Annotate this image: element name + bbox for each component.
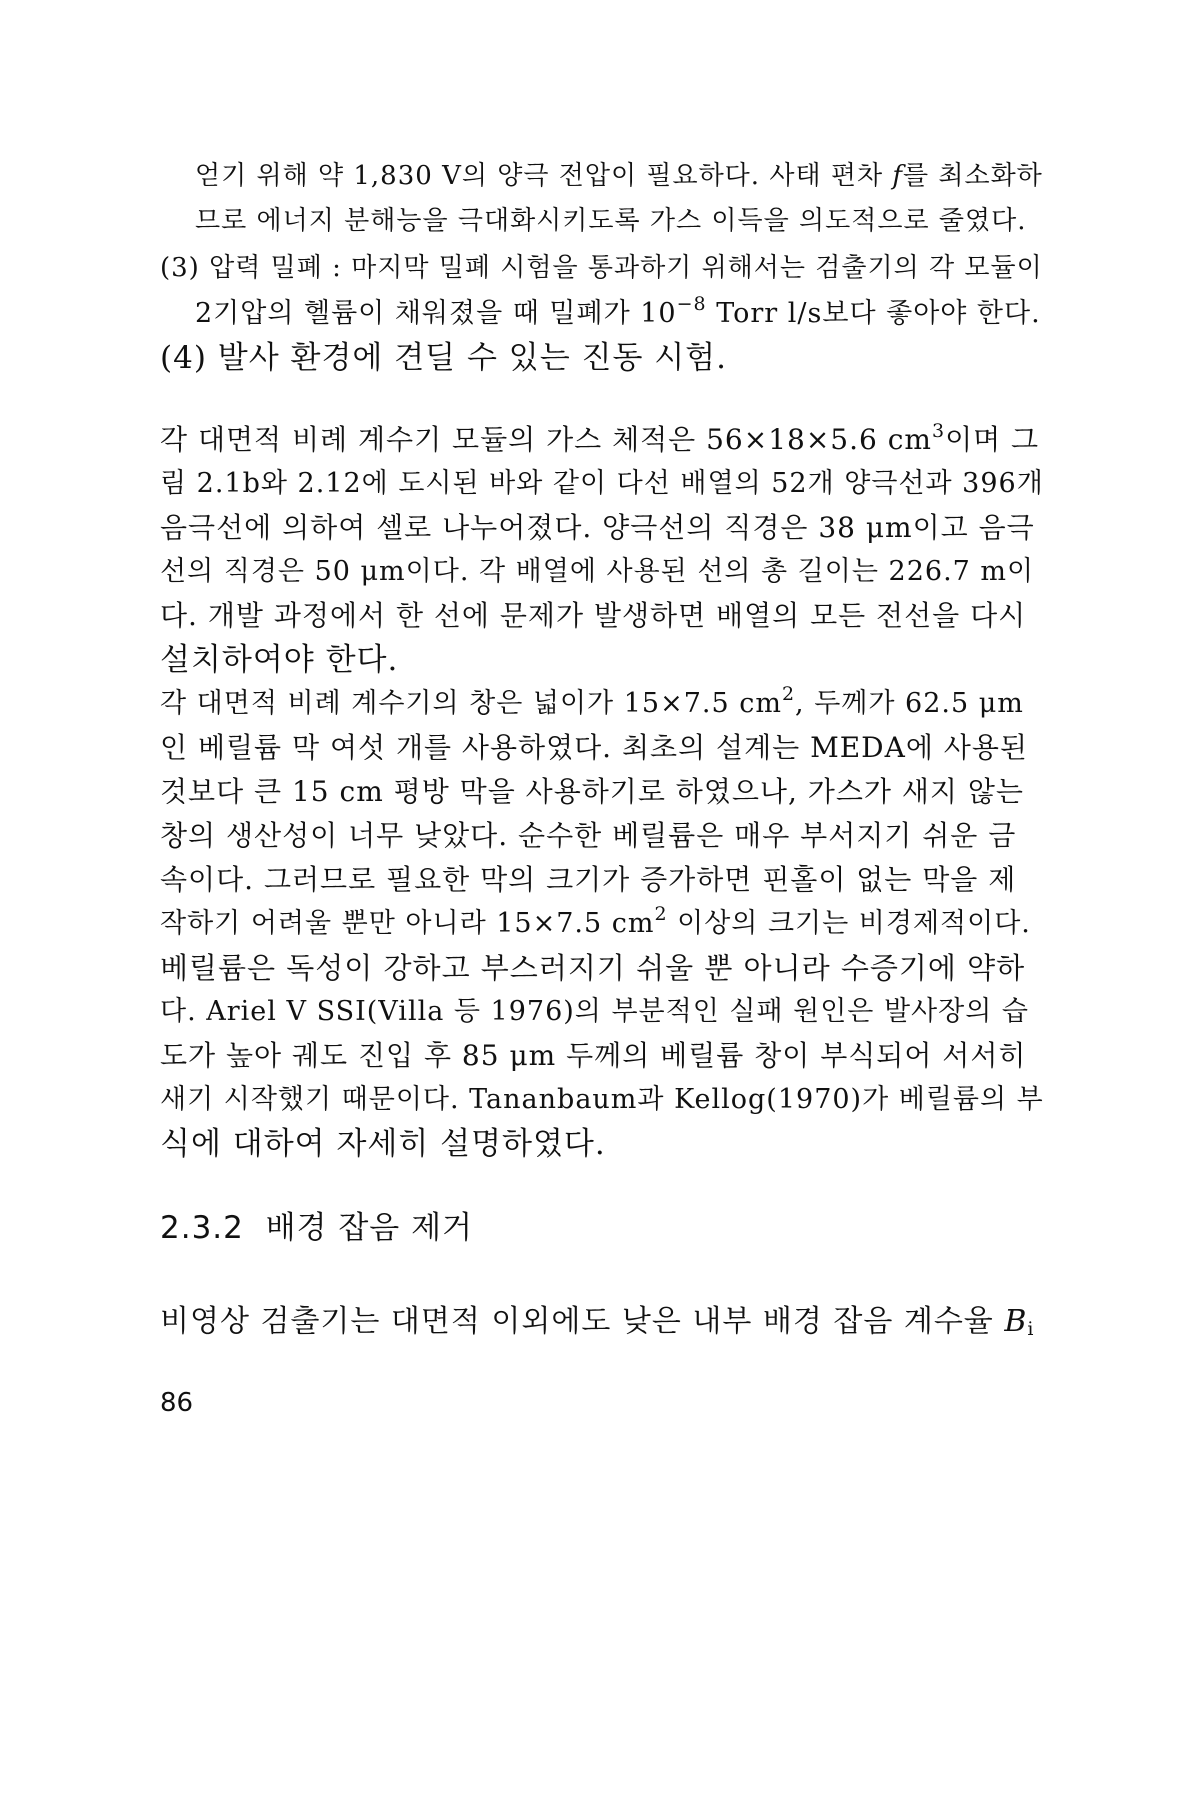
- exponent: 2: [781, 683, 796, 705]
- para3-line-2: 다. Ariel V SSI(Villa 등 1976)의 부분적인 실패 원인은 발사장의 습: [160, 996, 1029, 1027]
- para3-line-3: 도가 높아 궤도 진입 후 85 μm 두께의 베릴륨 창이 부식되어 서서히: [160, 1039, 1027, 1072]
- list-item-3-line-1: (3) 압력 밀폐 : 마지막 밀폐 시험을 통과하기 위해서는 검출기의 각 모듈이: [160, 253, 1043, 283]
- list-item-3-line-2: 2기압의 헬륨이 채워졌을 때 밀폐가 $10^{-8}$ Torr l/s보다 좋아야 한다.: [195, 293, 1041, 329]
- para1-line-4: 선의 직경은 50 μm이다. 각 배열에 사용된 선의 총 길이는 226.7 m이: [160, 556, 1035, 587]
- page-number: 86: [160, 1388, 194, 1418]
- para2-line-3: 것보다 큰 15 cm 평방 막을 사용하기로 하였으나, 가스가 새지 않는: [160, 775, 1024, 808]
- para1-line-3: 음극선에 의하여 셀로 나누어졌다. 양극선의 직경은 38 μm이고 음극: [160, 511, 1035, 544]
- para1-line-1: 각 대면적 비례 계수기 모듈의 가스 체적은 56×18×5.6 $cm^3$이며 그: [160, 420, 1040, 456]
- para1-line-5: 다. 개발 과정에서 한 선에 문제가 발생하면 배열의 모든 전선을 다시: [160, 599, 1027, 632]
- para2-line-1: 각 대면적 비례 계수기의 창은 넓이가 15×7.5 $cm^2$, 두께가 62.5 μm: [160, 683, 1024, 719]
- exponent: 3: [931, 420, 946, 442]
- para2-line-5: 속이다. 그러므로 필요한 막의 크기가 증가하면 핀홀이 없는 막을 제: [160, 863, 1017, 896]
- para4-line-1: 비영상 검출기는 대면적 이외에도 낮은 내부 배경 잡음 계수율 $B_i$: [160, 1304, 1035, 1340]
- para3-line-1: 베릴륨은 독성이 강하고 부스러지기 쉬울 뿐 아니라 수증기에 약하: [160, 951, 1026, 985]
- list-continuation-line-1: 얻기 위해 약 1,830 V의 양극 전압이 필요하다. 사태 편차 f를 최소화하: [195, 161, 1043, 191]
- section-heading: [160, 1208, 473, 1248]
- para1-line-2: 림 2.1b와 2.12에 도시된 바와 같이 다선 배열의 52개 양극선과 396개: [160, 468, 1044, 499]
- para3-line-4: 새기 시작했기 때문이다. Tananbaum과 Kellog(1970)가 베릴륨의 부: [160, 1084, 1044, 1115]
- variable-f: f: [892, 161, 903, 191]
- list-item-4: (4) 발사 환경에 견딜 수 있는 진동 시험.: [160, 340, 727, 376]
- para1-line-6: 설치하여야 한다.: [160, 642, 399, 678]
- para2-line-4: 창의 생산성이 너무 낮았다. 순수한 베릴륨은 매우 부서지기 쉬운 금: [160, 819, 1017, 852]
- para2-line-6: 작하기 어려울 뿐만 아니라 15×7.5 $cm^2$ 이상의 크기는 비경제적이다.: [160, 903, 1031, 939]
- section-title: 배경 잡음 제거: [265, 1210, 473, 1246]
- exponent: 2: [654, 903, 668, 925]
- para2-line-2: 인 베릴륨 막 여섯 개를 사용하였다. 최초의 설계는 MEDA에 사용된: [160, 731, 1028, 764]
- variable-B: B: [1004, 1304, 1028, 1339]
- list-continuation-line-2: 므로 에너지 분해능을 극대화시키도록 가스 이득을 의도적으로 줄였다.: [195, 206, 1027, 236]
- exponent: −8: [676, 293, 707, 315]
- subscript: i: [1027, 1318, 1035, 1340]
- section-number: 2.3.2: [160, 1210, 244, 1246]
- para3-line-5: 식에 대하여 자세히 설명하였다.: [160, 1126, 606, 1162]
